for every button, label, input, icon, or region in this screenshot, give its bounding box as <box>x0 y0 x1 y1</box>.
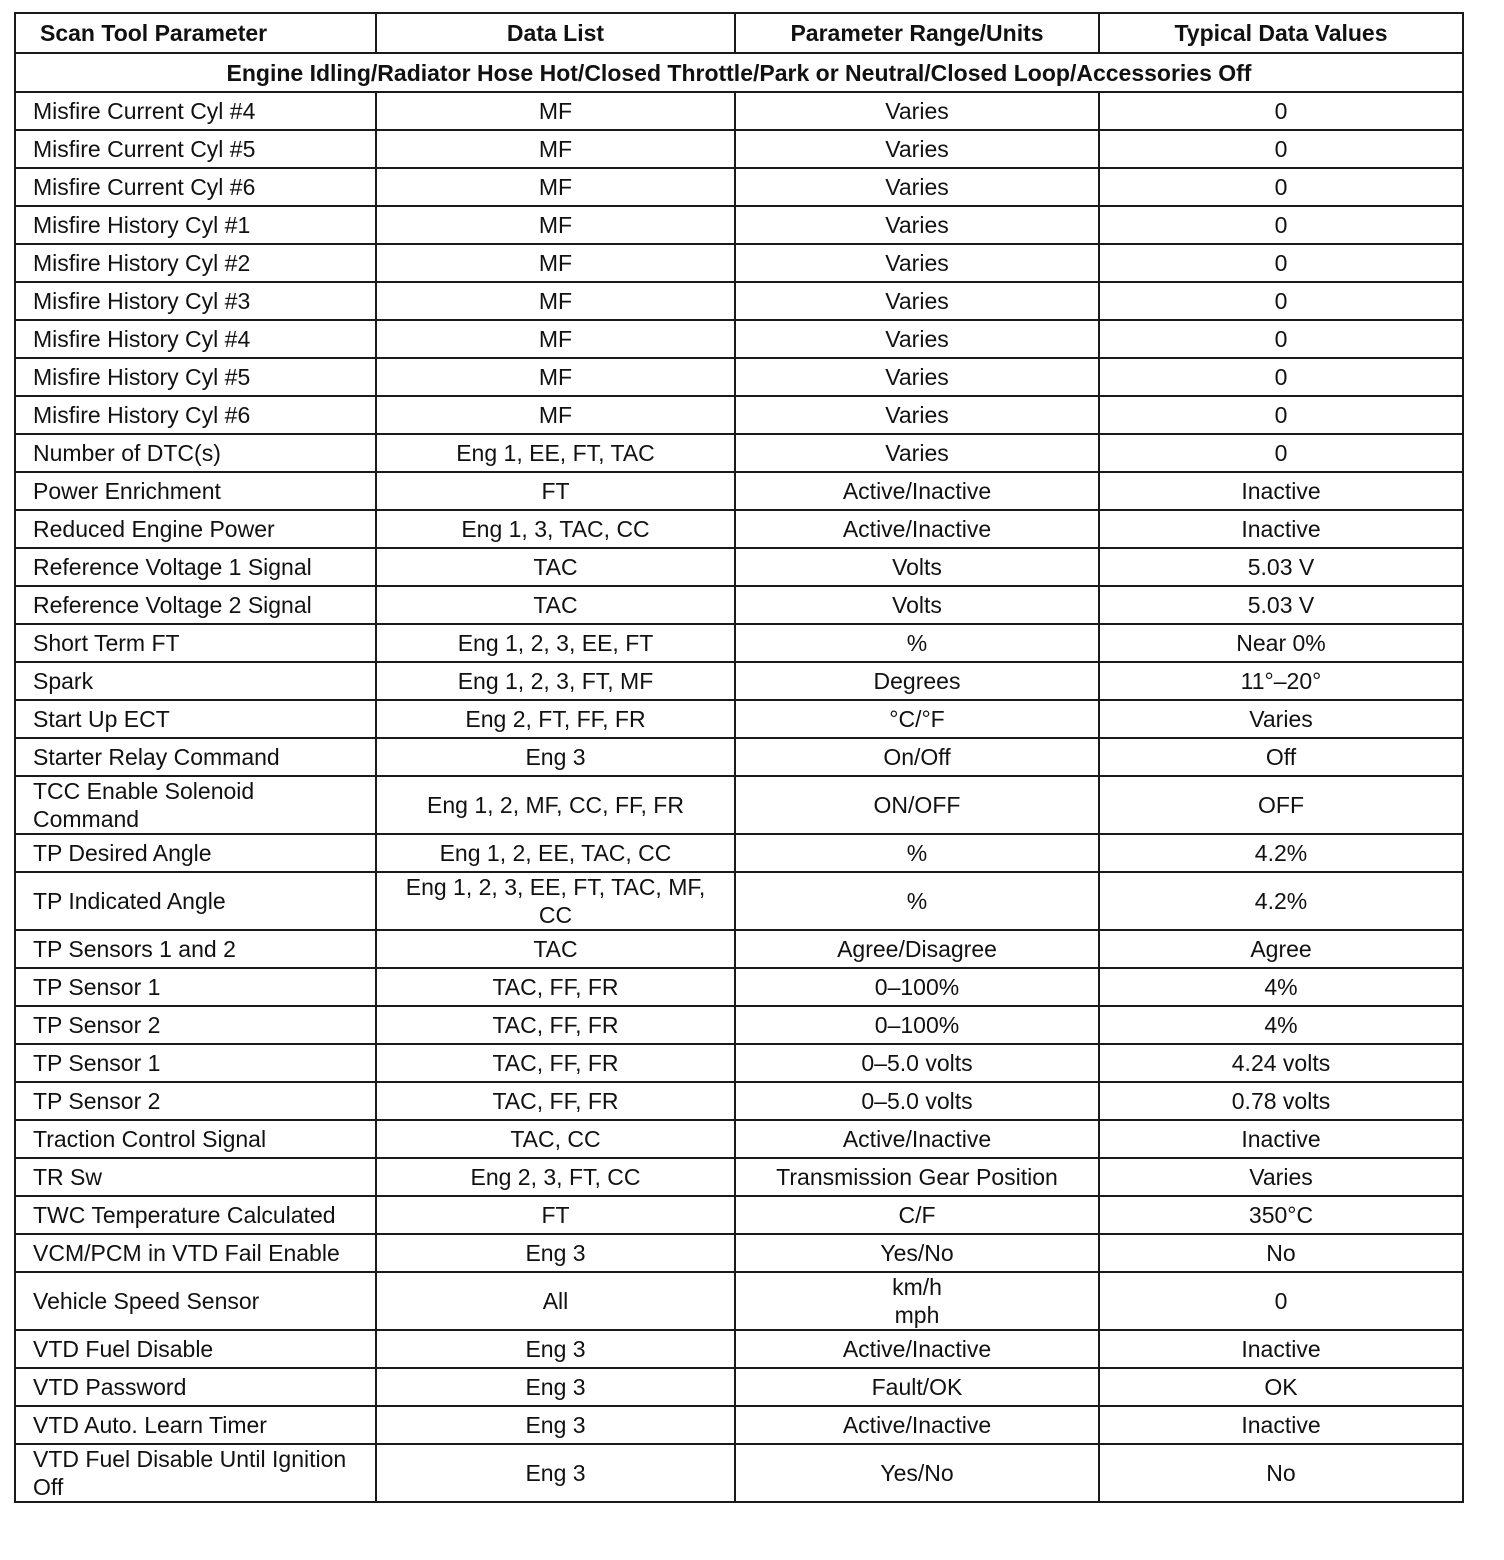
data-list-cell: Eng 3 <box>376 1234 735 1272</box>
parameter-cell: Misfire History Cyl #4 <box>15 320 376 358</box>
range-units-cell: Active/Inactive <box>735 472 1099 510</box>
parameter-cell: Misfire History Cyl #2 <box>15 244 376 282</box>
typical-value-cell: 11°–20° <box>1099 662 1463 700</box>
table-row <box>15 320 1463 358</box>
range-units-cell: % <box>735 872 1099 930</box>
table-row <box>15 1120 1463 1158</box>
table-row <box>15 834 1463 872</box>
data-list-cell: Eng 1, 2, 3, EE, FT, TAC, MF, CC <box>376 872 735 930</box>
parameter-cell: Misfire Current Cyl #6 <box>15 168 376 206</box>
table-row <box>15 1044 1463 1082</box>
table-row <box>15 1444 1463 1502</box>
range-units-cell: °C/°F <box>735 700 1099 738</box>
range-units-cell: Active/Inactive <box>735 1330 1099 1368</box>
range-units-cell: Agree/Disagree <box>735 930 1099 968</box>
data-list-cell: Eng 3 <box>376 1330 735 1368</box>
data-list-cell: FT <box>376 472 735 510</box>
range-units-cell: Fault/OK <box>735 1368 1099 1406</box>
data-list-cell: Eng 3 <box>376 1444 735 1502</box>
range-units-cell: C/F <box>735 1196 1099 1234</box>
parameter-cell: Traction Control Signal <box>15 1120 376 1158</box>
table-row <box>15 168 1463 206</box>
data-list-cell: FT <box>376 1196 735 1234</box>
typical-value-cell: 0 <box>1099 168 1463 206</box>
parameter-cell: TP Indicated Angle <box>15 872 376 930</box>
header-data-list: Data List <box>376 13 735 53</box>
table-row <box>15 1158 1463 1196</box>
range-units-cell: 0–100% <box>735 968 1099 1006</box>
typical-value-cell: 0 <box>1099 130 1463 168</box>
parameter-cell: VTD Fuel Disable <box>15 1330 376 1368</box>
parameter-cell: Misfire History Cyl #6 <box>15 396 376 434</box>
table-header-row <box>15 13 1463 53</box>
data-list-cell: MF <box>376 320 735 358</box>
range-units-cell: ON/OFF <box>735 776 1099 834</box>
typical-value-cell: Inactive <box>1099 472 1463 510</box>
range-units-cell: 0–5.0 volts <box>735 1082 1099 1120</box>
range-units-cell: Yes/No <box>735 1234 1099 1272</box>
parameter-cell: Misfire Current Cyl #4 <box>15 92 376 130</box>
range-units-cell: On/Off <box>735 738 1099 776</box>
data-list-cell: Eng 1, 2, EE, TAC, CC <box>376 834 735 872</box>
data-list-cell: TAC, CC <box>376 1120 735 1158</box>
typical-value-cell: OFF <box>1099 776 1463 834</box>
parameter-cell: Misfire History Cyl #3 <box>15 282 376 320</box>
data-list-cell: Eng 1, 2, 3, EE, FT <box>376 624 735 662</box>
data-list-cell: MF <box>376 130 735 168</box>
data-list-cell: TAC, FF, FR <box>376 1006 735 1044</box>
range-units-cell: Degrees <box>735 662 1099 700</box>
typical-value-cell: Varies <box>1099 1158 1463 1196</box>
typical-value-cell: 4.24 volts <box>1099 1044 1463 1082</box>
parameter-cell: Vehicle Speed Sensor <box>15 1272 376 1330</box>
parameter-cell: Reference Voltage 1 Signal <box>15 548 376 586</box>
typical-value-cell: OK <box>1099 1368 1463 1406</box>
parameter-cell: TWC Temperature Calculated <box>15 1196 376 1234</box>
operating-condition: Engine Idling/Radiator Hose Hot/Closed Throttle/Park or Neutral/Closed Loop/Accessories Off <box>15 53 1463 92</box>
data-list-cell: MF <box>376 206 735 244</box>
typical-value-cell: 4% <box>1099 1006 1463 1044</box>
parameter-cell: Misfire History Cyl #1 <box>15 206 376 244</box>
range-units-cell: Varies <box>735 358 1099 396</box>
data-list-cell: TAC <box>376 586 735 624</box>
table-row <box>15 434 1463 472</box>
parameter-cell: Misfire History Cyl #5 <box>15 358 376 396</box>
typical-value-cell: 4.2% <box>1099 834 1463 872</box>
parameter-cell: Start Up ECT <box>15 700 376 738</box>
data-list-cell: Eng 1, EE, FT, TAC <box>376 434 735 472</box>
data-list-cell: TAC, FF, FR <box>376 968 735 1006</box>
typical-value-cell: 5.03 V <box>1099 586 1463 624</box>
table-row <box>15 1330 1463 1368</box>
data-list-cell: Eng 2, FT, FF, FR <box>376 700 735 738</box>
typical-value-cell: 4.2% <box>1099 872 1463 930</box>
data-list-cell: MF <box>376 168 735 206</box>
typical-value-cell: No <box>1099 1234 1463 1272</box>
table-row <box>15 548 1463 586</box>
data-list-cell: MF <box>376 282 735 320</box>
table-row <box>15 206 1463 244</box>
table-row <box>15 282 1463 320</box>
range-units-cell: Active/Inactive <box>735 510 1099 548</box>
data-list-cell: Eng 1, 3, TAC, CC <box>376 510 735 548</box>
parameter-cell: VCM/PCM in VTD Fail Enable <box>15 1234 376 1272</box>
table-row <box>15 1082 1463 1120</box>
typical-value-cell: 0 <box>1099 206 1463 244</box>
condition-row <box>15 53 1463 92</box>
table-row <box>15 1272 1463 1330</box>
table-row <box>15 396 1463 434</box>
typical-value-cell: 0 <box>1099 358 1463 396</box>
data-list-cell: TAC, FF, FR <box>376 1082 735 1120</box>
table-row <box>15 510 1463 548</box>
parameter-cell: VTD Password <box>15 1368 376 1406</box>
data-list-cell: TAC, FF, FR <box>376 1044 735 1082</box>
table-row <box>15 586 1463 624</box>
parameter-cell: TP Sensors 1 and 2 <box>15 930 376 968</box>
parameter-cell: Misfire Current Cyl #5 <box>15 130 376 168</box>
range-units-cell: Varies <box>735 434 1099 472</box>
header-parameter-range-units: Parameter Range/Units <box>735 13 1099 53</box>
typical-value-cell: Inactive <box>1099 1406 1463 1444</box>
range-units-cell: Varies <box>735 282 1099 320</box>
typical-value-cell: 0 <box>1099 434 1463 472</box>
data-list-cell: All <box>376 1272 735 1330</box>
data-list-cell: Eng 1, 2, 3, FT, MF <box>376 662 735 700</box>
table-row <box>15 738 1463 776</box>
range-units-cell: Transmission Gear Position <box>735 1158 1099 1196</box>
typical-value-cell: 0.78 volts <box>1099 1082 1463 1120</box>
table-row <box>15 472 1463 510</box>
range-units-cell: Volts <box>735 586 1099 624</box>
data-list-cell: Eng 2, 3, FT, CC <box>376 1158 735 1196</box>
table-row <box>15 1006 1463 1044</box>
typical-value-cell: 0 <box>1099 92 1463 130</box>
table-row <box>15 968 1463 1006</box>
data-list-cell: TAC <box>376 930 735 968</box>
range-units-cell: Varies <box>735 168 1099 206</box>
range-units-cell: % <box>735 834 1099 872</box>
typical-value-cell: Near 0% <box>1099 624 1463 662</box>
typical-value-cell: 0 <box>1099 282 1463 320</box>
table-row <box>15 130 1463 168</box>
table-row <box>15 930 1463 968</box>
typical-value-cell: 350°C <box>1099 1196 1463 1234</box>
range-units-cell: Varies <box>735 130 1099 168</box>
data-list-cell: MF <box>376 358 735 396</box>
typical-value-cell: 0 <box>1099 320 1463 358</box>
typical-value-cell: Agree <box>1099 930 1463 968</box>
parameter-cell: Spark <box>15 662 376 700</box>
range-units-cell: Volts <box>735 548 1099 586</box>
typical-value-cell: 0 <box>1099 396 1463 434</box>
data-list-cell: Eng 3 <box>376 1406 735 1444</box>
parameter-cell: VTD Fuel Disable Until Ignition Off <box>15 1444 376 1502</box>
range-units-cell: 0–100% <box>735 1006 1099 1044</box>
parameter-cell: Number of DTC(s) <box>15 434 376 472</box>
data-list-cell: MF <box>376 396 735 434</box>
typical-value-cell: 0 <box>1099 244 1463 282</box>
header-scan-tool-parameter: Scan Tool Parameter <box>15 13 376 53</box>
range-units-cell: Active/Inactive <box>735 1406 1099 1444</box>
data-list-cell: Eng 3 <box>376 1368 735 1406</box>
table-row <box>15 700 1463 738</box>
range-units-cell: % <box>735 624 1099 662</box>
table-row <box>15 662 1463 700</box>
parameter-cell: TP Sensor 2 <box>15 1082 376 1120</box>
data-list-cell: MF <box>376 244 735 282</box>
typical-value-cell: Inactive <box>1099 510 1463 548</box>
parameter-cell: TP Sensor 1 <box>15 968 376 1006</box>
scan-tool-data-table <box>14 12 1464 1503</box>
header-typical-data-values: Typical Data Values <box>1099 13 1463 53</box>
table-row <box>15 1368 1463 1406</box>
parameter-cell: VTD Auto. Learn Timer <box>15 1406 376 1444</box>
table-row <box>15 1234 1463 1272</box>
parameter-cell: TP Sensor 1 <box>15 1044 376 1082</box>
range-units-cell: km/h mph <box>735 1272 1099 1330</box>
typical-value-cell: Off <box>1099 738 1463 776</box>
range-units-cell: Active/Inactive <box>735 1120 1099 1158</box>
range-units-cell: Varies <box>735 92 1099 130</box>
parameter-cell: TCC Enable Solenoid Command <box>15 776 376 834</box>
data-list-cell: Eng 3 <box>376 738 735 776</box>
table-row <box>15 244 1463 282</box>
data-list-cell: Eng 1, 2, MF, CC, FF, FR <box>376 776 735 834</box>
parameter-cell: TP Sensor 2 <box>15 1006 376 1044</box>
parameter-cell: Power Enrichment <box>15 472 376 510</box>
table-row <box>15 1406 1463 1444</box>
typical-value-cell: No <box>1099 1444 1463 1502</box>
range-units-cell: Varies <box>735 244 1099 282</box>
range-units-cell: 0–5.0 volts <box>735 1044 1099 1082</box>
data-list-cell: TAC <box>376 548 735 586</box>
table-row <box>15 358 1463 396</box>
range-units-cell: Varies <box>735 320 1099 358</box>
range-units-cell: Varies <box>735 206 1099 244</box>
parameter-cell: Short Term FT <box>15 624 376 662</box>
range-units-cell: Varies <box>735 396 1099 434</box>
parameter-cell: Reference Voltage 2 Signal <box>15 586 376 624</box>
range-units-cell: Yes/No <box>735 1444 1099 1502</box>
data-list-cell: MF <box>376 92 735 130</box>
typical-value-cell: Inactive <box>1099 1330 1463 1368</box>
typical-value-cell: Inactive <box>1099 1120 1463 1158</box>
typical-value-cell: Varies <box>1099 700 1463 738</box>
typical-value-cell: 5.03 V <box>1099 548 1463 586</box>
parameter-cell: Starter Relay Command <box>15 738 376 776</box>
table-row <box>15 624 1463 662</box>
parameter-cell: TR Sw <box>15 1158 376 1196</box>
table-row <box>15 872 1463 930</box>
parameter-cell: Reduced Engine Power <box>15 510 376 548</box>
table-row <box>15 92 1463 130</box>
typical-value-cell: 0 <box>1099 1272 1463 1330</box>
typical-value-cell: 4% <box>1099 968 1463 1006</box>
parameter-cell: TP Desired Angle <box>15 834 376 872</box>
table-row <box>15 776 1463 834</box>
table-row <box>15 1196 1463 1234</box>
